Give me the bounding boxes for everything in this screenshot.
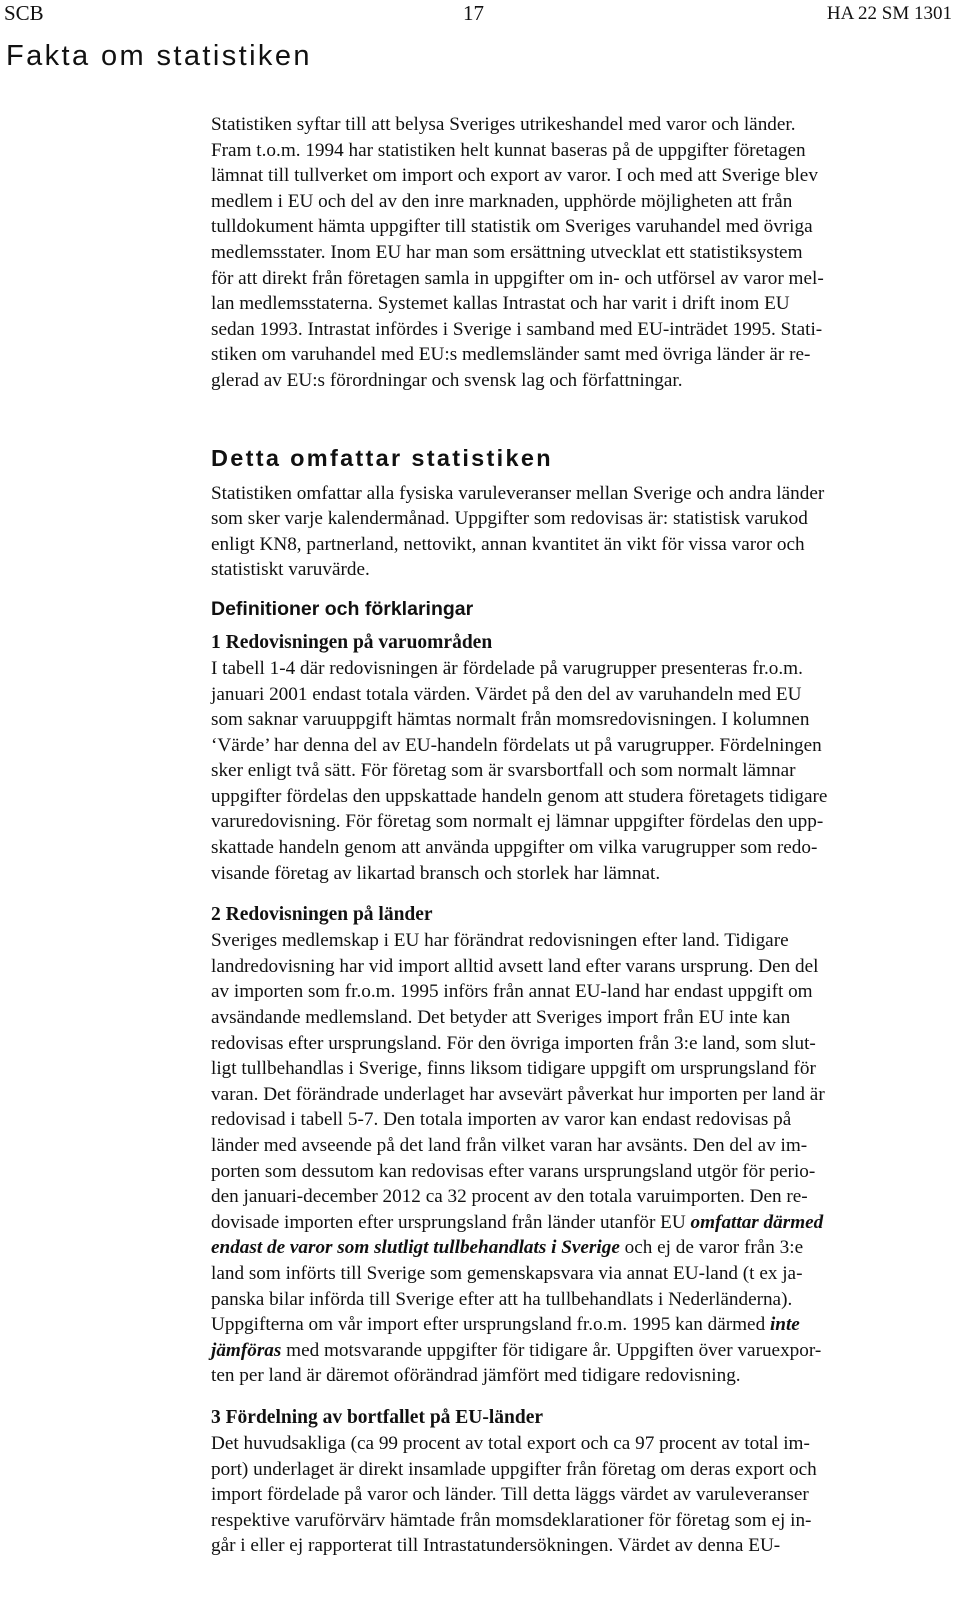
item-paragraph-lander [211,928,956,1389]
scope-paragraph [211,481,956,583]
item-paragraph-bortfall [211,1431,956,1559]
text-line: statistiskt varuvärde. [211,559,370,581]
text-line: landredovisning har vid import alltid avsett land efter varans ursprung. Den del [211,955,819,977]
text-line: avsändande medlemsland. Det betyder att Sveriges import från EU inte kan [211,1007,791,1029]
item-paragraph-varuomraden [211,656,956,886]
running-header [0,0,960,30]
text-line [211,1338,956,1364]
emphasis-text: endast de varor som slutligt tullbehandlats i Sverige [211,1237,620,1259]
text-line: länder med avseende på det land från vilket varan har avsänts. Den del av im- [211,1135,808,1156]
emphasis-text: jämföras [211,1339,282,1361]
text-line: land som införts till Sverige som gemenskapsvara via annat EU-land (t ex ja- [211,1262,803,1284]
text-line: varuredovisning. För företag som normalt ej lämnar uppgifter fördelas den upp- [211,811,824,833]
emphasis-text: omfattar därmed [690,1211,824,1233]
item-heading-lander: 2 Redovisningen på länder [211,904,433,926]
text-line: medlem i EU och del av den inre marknaden, upphörde möjligheten att från [211,190,793,212]
text-line: Fram t.o.m. 1994 har statistiken helt kunnat baseras på de uppgifter företagen [211,139,806,161]
text-run: och ej de varor från 3:e [619,1237,804,1259]
text-line: port) underlaget är direkt insamlade uppgifter från företag om deras export och [211,1458,817,1480]
intro-paragraph [211,112,956,394]
text-line: I tabell 1-4 där redovisningen är fördelade på varugrupper presenteras fr.o.m. [211,657,803,679]
text-line: redovisad i tabell 5-7. Den totala importen av varor kan endast redovisas på [211,1109,792,1131]
text-run: dovisade importen efter ursprungsland från länder utanför EU [211,1211,691,1233]
item-heading-bortfall: 3 Fördelning av bortfallet på EU-länder [211,1406,544,1428]
text-line: som sker varje kalendermånad. Uppgifter som redovisas är: statistisk varukod [211,508,808,530]
text-line: stiken om varuhandel med EU:s medlemsländer samt med övriga länder är re- [211,344,811,366]
publication-code: HA 22 SM 1301 [826,3,952,24]
text-line: import fördelade på varor och länder. Till detta läggs värdet av varuleveranser [211,1484,809,1506]
text-line: av importen som fr.o.m. 1995 införs från annat EU-land har endast uppgift om [211,981,813,1003]
text-line: ten per land är däremot oförändrad jämfört med tidigare redovisning. [211,1365,741,1387]
text-line: enligt KN8, partnerland, nettovikt, annan kvantitet än vikt för vissa varor och [211,533,805,555]
text-line: sedan 1993. Intrastat infördes i Sverige i samband med EU-inträdet 1995. Stati- [211,318,823,340]
text-line: ‘Värde’ har denna del av EU-handeln fördelats ut på varugrupper. Fördelningen [211,734,822,756]
text-line: varan. Det förändrade underlaget har avsevärt påverkat hur importen per land är [211,1083,825,1105]
text-run: Uppgifterna om vår import efter ursprungsland fr.o.m. 1995 kan därmed [211,1314,770,1336]
text-line [211,1312,956,1338]
text-line: januari 2001 endast totala värden. Värdet på den del av varuhandeln med EU [211,683,802,705]
text-line: visande företag av likartad bransch och storlek har lämnat. [211,862,661,884]
text-line: Det huvudsakliga (ca 99 procent av total export och ca 97 procent av total im- [211,1432,810,1454]
text-line: panska bilar införda till Sverige efter att ha tullbehandlats i Nederländerna). [211,1288,793,1310]
text-line: som saknar varuuppgift hämtas normalt från momsredovisningen. I kolumnen [211,709,810,731]
scope-heading: Detta omfattar statistiken [211,444,553,471]
text-line: för att direkt från företagen samla in uppgifter om in- och utförsel av varor mel- [211,267,824,289]
text-line: går i eller ej rapporterat till Intrastatundersökningen. Värdet av denna EU- [211,1535,781,1557]
text-line: ligt tullbehandlas i Sverige, finns liksom tidigare uppgift om ursprungsland för [211,1058,816,1080]
page-number: 17 [463,1,484,25]
text-line: lan medlemsstaterna. Systemet kallas Intrastat och har varit i drift inom EU [211,293,790,315]
text-line: uppgifter fördelas den uppskattade handeln genom att studera företagets tidigare [211,785,828,807]
text-line: Statistiken omfattar alla fysiska varuleveranser mellan Sverige och andra länder [211,482,825,504]
main-content [211,112,956,1559]
text-line: Statistiken syftar till att belysa Sveriges utrikeshandel med varor och länder. [211,114,796,135]
page-title: Fakta om statistiken [6,40,312,72]
definitions-heading: Definitioner och förklaringar [211,597,474,620]
item-heading-varuomraden: 1 Redovisningen på varuområden [211,631,493,653]
text-line: lämnat till tullverket om import och export av varor. I och med att Sverige blev [211,165,818,187]
text-line: Sveriges medlemskap i EU har förändrat redovisningen efter land. Tidigare [211,930,789,952]
text-line: den januari-december 2012 ca 32 procent av den totala varuimporten. Den re- [211,1186,808,1208]
text-line: skattade handeln genom att använda uppgifter om vilka varugrupper som redo- [211,837,818,859]
text-line [211,1235,956,1261]
text-line: porten som dessutom kan redovisas efter varans ursprungsland utgör för perio- [211,1160,816,1182]
emphasis-text: inte [769,1314,800,1336]
text-line: sker enligt två sätt. För företag som är svarsbortfall och som normalt lämnar [211,760,796,782]
text-line: respektive varuförvärv hämtade från momsdeklarationer för företag som ej in- [211,1509,812,1531]
text-run: med motsvarande uppgifter för tidigare år. Uppgiften över varuexpor- [281,1339,822,1361]
publisher-label: SCB [4,1,44,25]
text-line: glerad av EU:s förordningar och svensk lag och författningar. [211,369,683,391]
text-line: redovisas efter ursprungsland. För den övriga importen från 3:e land, som slut- [211,1032,816,1054]
text-line: tulldokument hämta uppgifter till statistik om Sveriges varuhandel med övriga [211,216,813,238]
text-line: medlemsstater. Inom EU har man som ersättning utvecklat ett statistiksystem [211,241,803,263]
text-line [211,1210,956,1236]
